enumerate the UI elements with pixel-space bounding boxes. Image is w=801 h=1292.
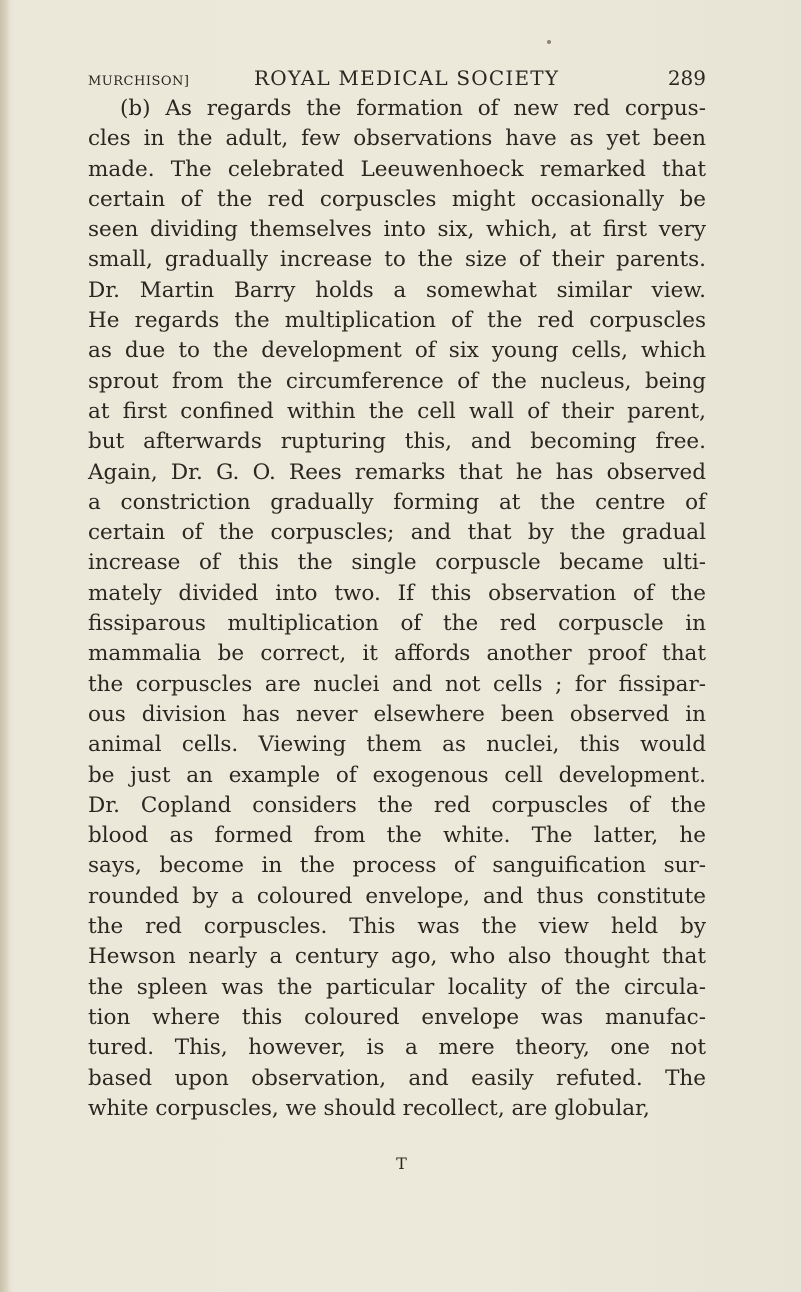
page-header (88, 64, 706, 94)
text-line: certain of the red corpuscles might occasionally be (88, 186, 706, 212)
text-line: blood as formed from the white. The latter, he (88, 823, 706, 849)
ink-speck (547, 40, 551, 44)
text-line: Hewson nearly a century ago, who also thought that (88, 944, 706, 970)
text-line: cles in the adult, few observations have as yet been (88, 126, 706, 152)
spine-shadow (0, 0, 10, 1292)
text-line: but afterwards rupturing this, and becoming free. (88, 429, 706, 455)
text-line: small, gradually increase to the size of their parents. (88, 247, 706, 273)
text-line: seen dividing themselves into six, which, at first very (88, 217, 706, 243)
text-line: (b) As regards the formation of new red corpus- (120, 96, 706, 121)
running-head-left: MURCHISON] (88, 74, 190, 89)
text-line: be just an example of exogenous cell development. (88, 762, 706, 788)
body-paragraph (88, 94, 706, 1124)
text-line: animal cells. Viewing them as nuclei, this would (88, 732, 706, 758)
running-head-title: ROYAL MEDICAL SOCIETY (254, 66, 560, 90)
text-line: white corpuscles, we should recollect, are globular, (88, 1095, 650, 1121)
text-line: the spleen was the particular locality of the circula- (88, 974, 706, 1000)
text-line: says, become in the process of sanguification sur- (88, 853, 706, 879)
text-line: sprout from the circumference of the nucleus, being (88, 368, 706, 394)
text-line: a constriction gradually forming at the centre of (88, 489, 706, 515)
text-line: Dr. Copland considers the red corpuscles of the (88, 792, 706, 818)
text-line: made. The celebrated Leeuwenhoeck remarked that (88, 156, 706, 182)
text-line: tion where this coloured envelope was manufac- (88, 1004, 706, 1030)
text-line: fissiparous multiplication of the red corpuscle in (88, 611, 706, 637)
text-line: increase of this the single corpuscle became ulti- (88, 550, 706, 576)
text-line: Dr. Martin Barry holds a somewhat similar view. (88, 277, 706, 303)
text-line: based upon observation, and easily refuted. The (88, 1065, 706, 1091)
text-line: Again, Dr. G. O. Rees remarks that he has observed (88, 459, 706, 485)
text-line: mately divided into two. If this observation of the (88, 580, 706, 606)
text-line: the red corpuscles. This was the view held by (88, 914, 706, 940)
signature-mark: T (396, 1154, 407, 1173)
text-line: tured. This, however, is a mere theory, one not (88, 1035, 706, 1061)
text-line: rounded by a coloured envelope, and thus constitute (88, 883, 706, 909)
text-line: at first confined within the cell wall of their parent, (88, 398, 706, 424)
text-line: certain of the corpuscles; and that by the gradual (88, 520, 706, 546)
text-line: the corpuscles are nuclei and not cells ; for fissipar- (88, 671, 706, 697)
text-line: He regards the multiplication of the red corpuscles (88, 308, 706, 334)
text-line: mammalia be correct, it affords another proof that (88, 641, 706, 667)
text-line: as due to the development of six young cells, which (88, 338, 706, 364)
text-line: ous division has never elsewhere been observed in (88, 701, 706, 727)
page-number: 289 (667, 66, 706, 90)
